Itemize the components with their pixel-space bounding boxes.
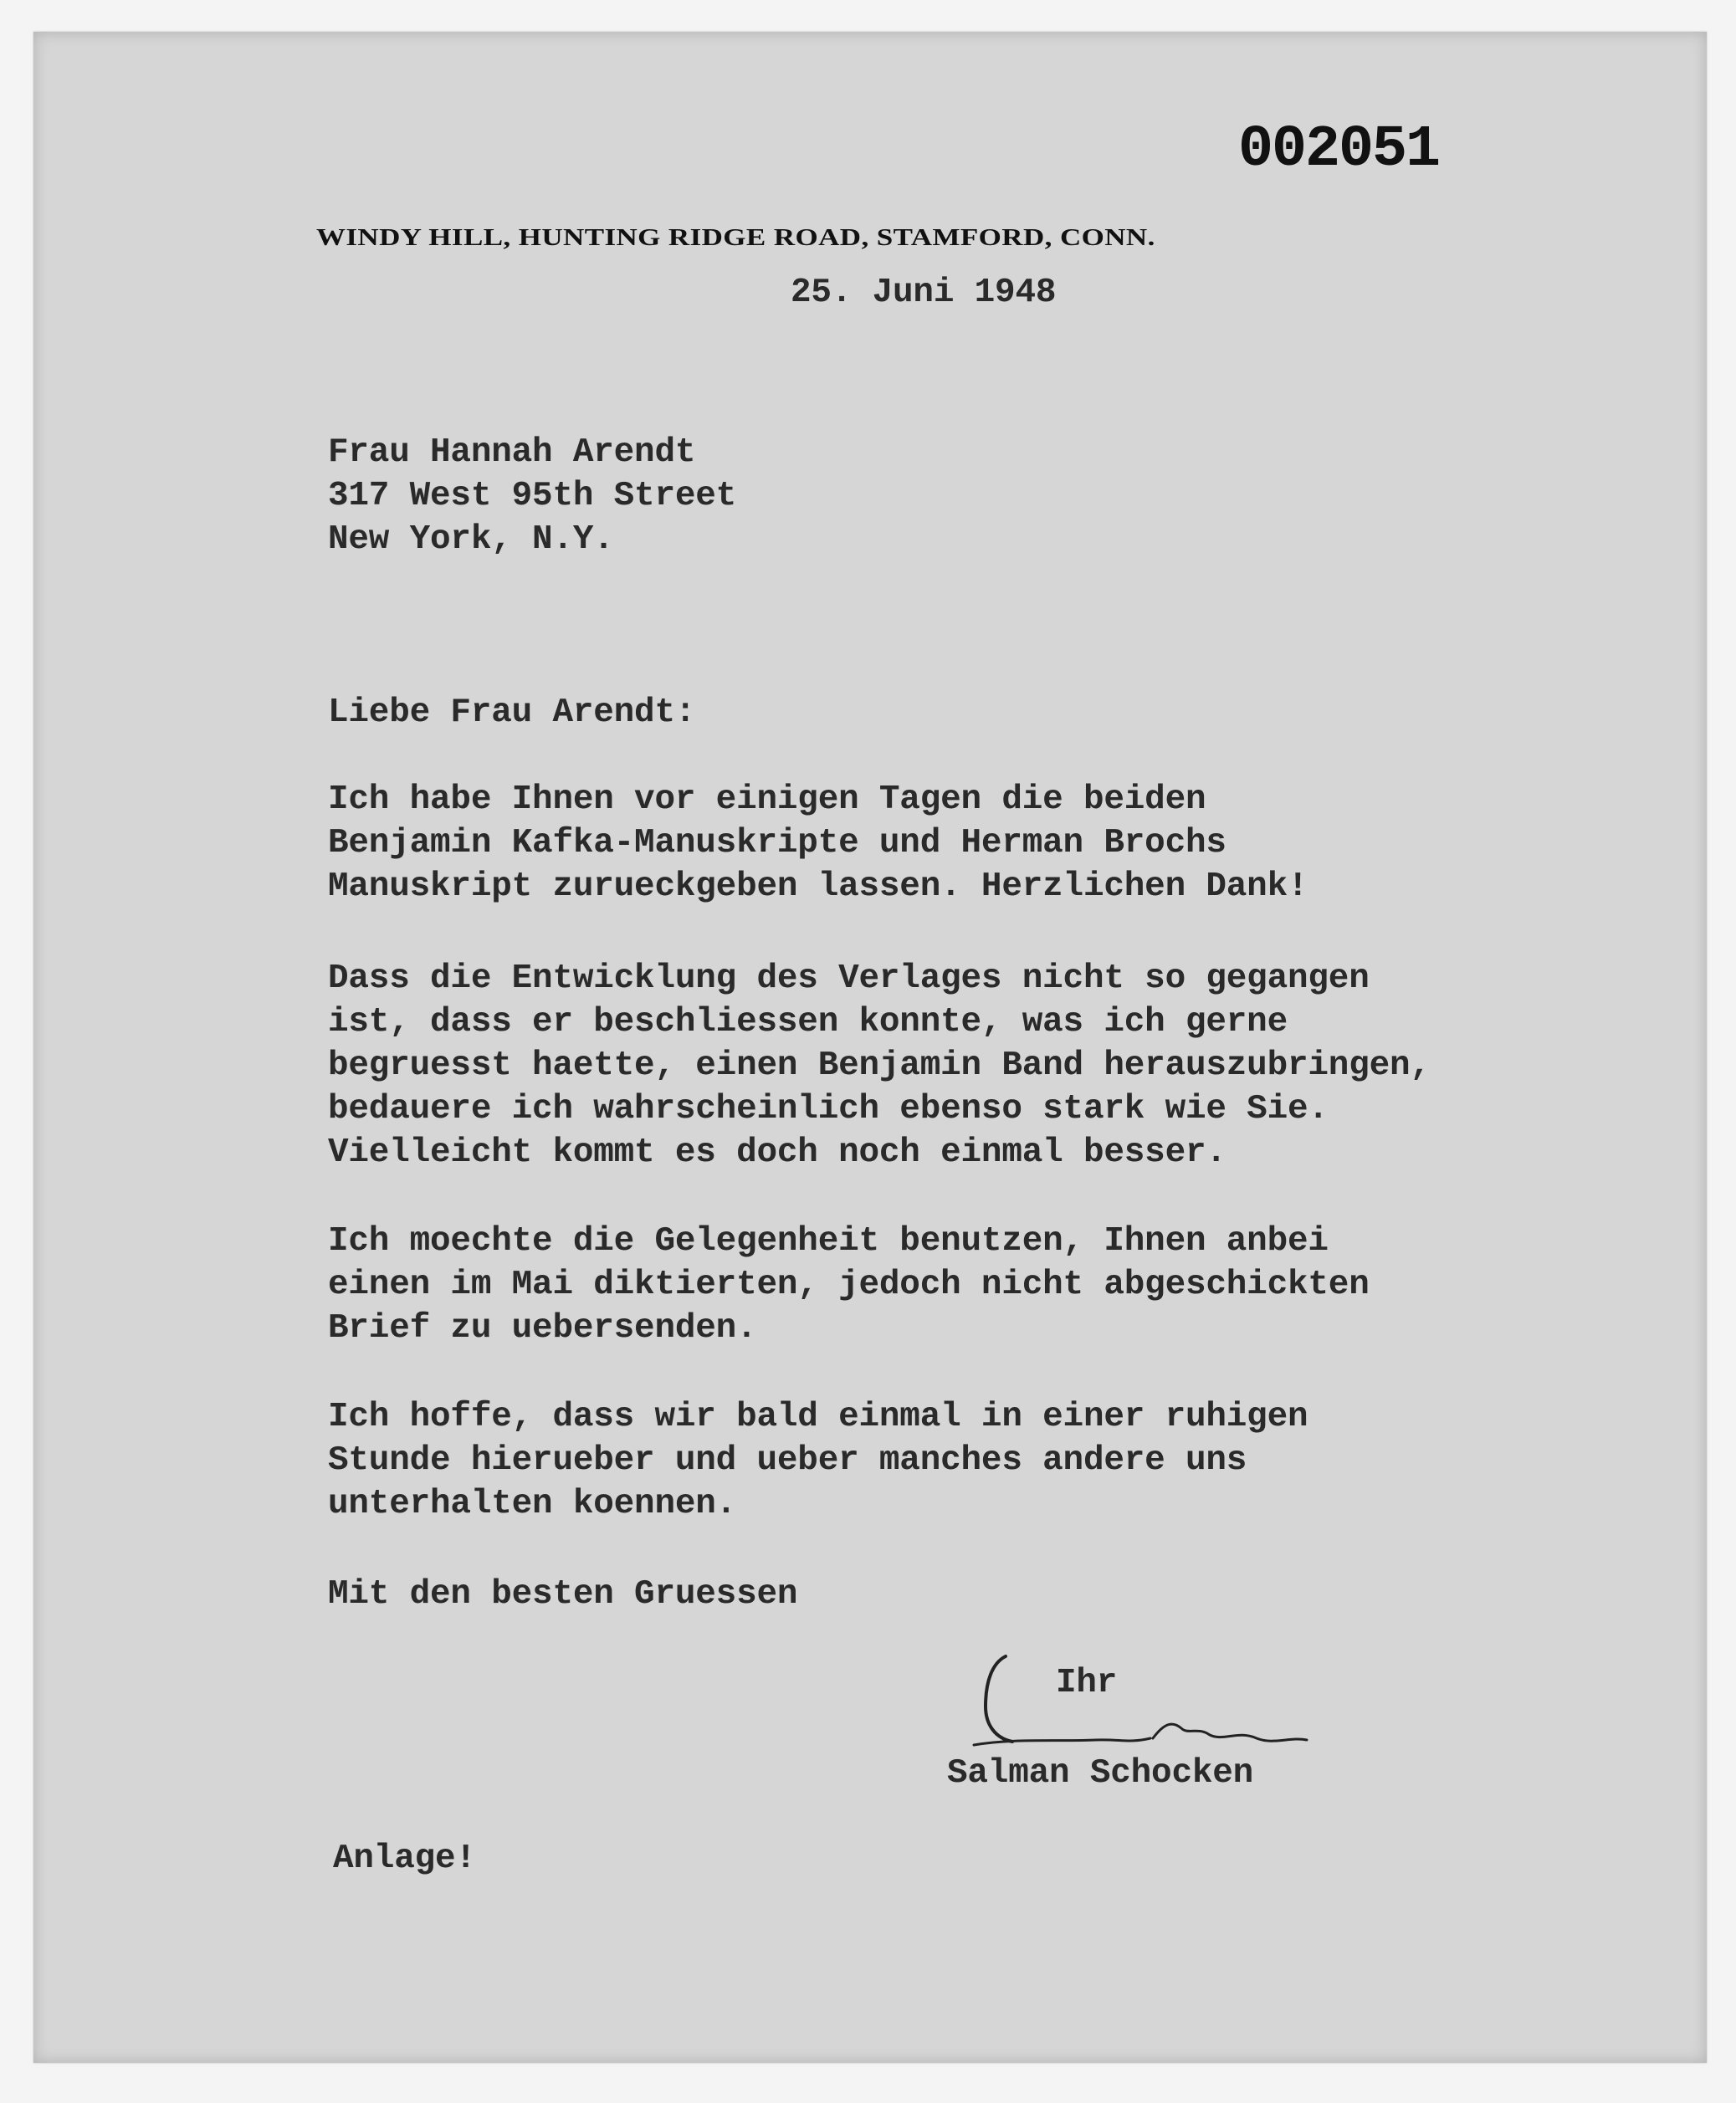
recipient-street: 317 West 95th Street [328, 477, 737, 515]
paragraph-4 [328, 1395, 1308, 1526]
paragraph-line: begruesst haette, einen Benjamin Band herauszubringen, [328, 1046, 1431, 1085]
recipient-city: New York, N.Y. [328, 520, 614, 559]
paragraph-line: Dass die Entwicklung des Verlages nicht so gegangen [328, 959, 1370, 998]
paragraph-2 [328, 957, 1431, 1174]
salutation: Liebe Frau Arendt: [328, 693, 696, 732]
letterhead-address: WINDY HILL, HUNTING RIDGE ROAD, STAMFORD, CONN. [316, 224, 1155, 251]
paragraph-line: Ich habe Ihnen vor einigen Tagen die beiden [328, 780, 1206, 819]
paragraph-line: Manuskript zurueckgeben lassen. Herzlichen Dank! [328, 867, 1308, 906]
paragraph-line: bedauere ich wahrscheinlich ebenso stark wie Sie. [328, 1090, 1329, 1128]
handwritten-signature [962, 1648, 1330, 1757]
closing: Mit den besten Gruessen [328, 1575, 798, 1614]
paragraph-line: Brief zu uebersenden. [328, 1309, 757, 1348]
paragraph-3 [328, 1220, 1370, 1350]
paragraph-line: ist, dass er beschliessen konnte, was ich gerne [328, 1003, 1288, 1041]
paragraph-line: Ich moechte die Gelegenheit benutzen, Ihnen anbei [328, 1222, 1329, 1261]
signer-name: Salman Schocken [947, 1754, 1254, 1793]
valediction: Ihr [1056, 1664, 1118, 1702]
document-number: 002051 [1238, 117, 1440, 183]
recipient-name: Frau Hannah Arendt [328, 433, 696, 472]
paragraph-line: Vielleicht kommt es doch noch einmal besser. [328, 1133, 1226, 1172]
paragraph-line: unterhalten koennen. [328, 1485, 737, 1523]
recipient-address [328, 431, 736, 561]
paragraph-line: einen im Mai diktierten, jedoch nicht abgeschickten [328, 1266, 1370, 1304]
letter-date: 25. Juni 1948 [791, 274, 1057, 312]
paragraph-1 [328, 778, 1308, 908]
paragraph-line: Benjamin Kafka-Manuskripte und Herman Brochs [328, 824, 1226, 862]
paragraph-line: Stunde hierueber und ueber manches andere uns [328, 1441, 1247, 1480]
paragraph-line: Ich hoffe, dass wir bald einmal in einer ruhigen [328, 1398, 1308, 1436]
enclosure-note: Anlage! [333, 1839, 476, 1878]
